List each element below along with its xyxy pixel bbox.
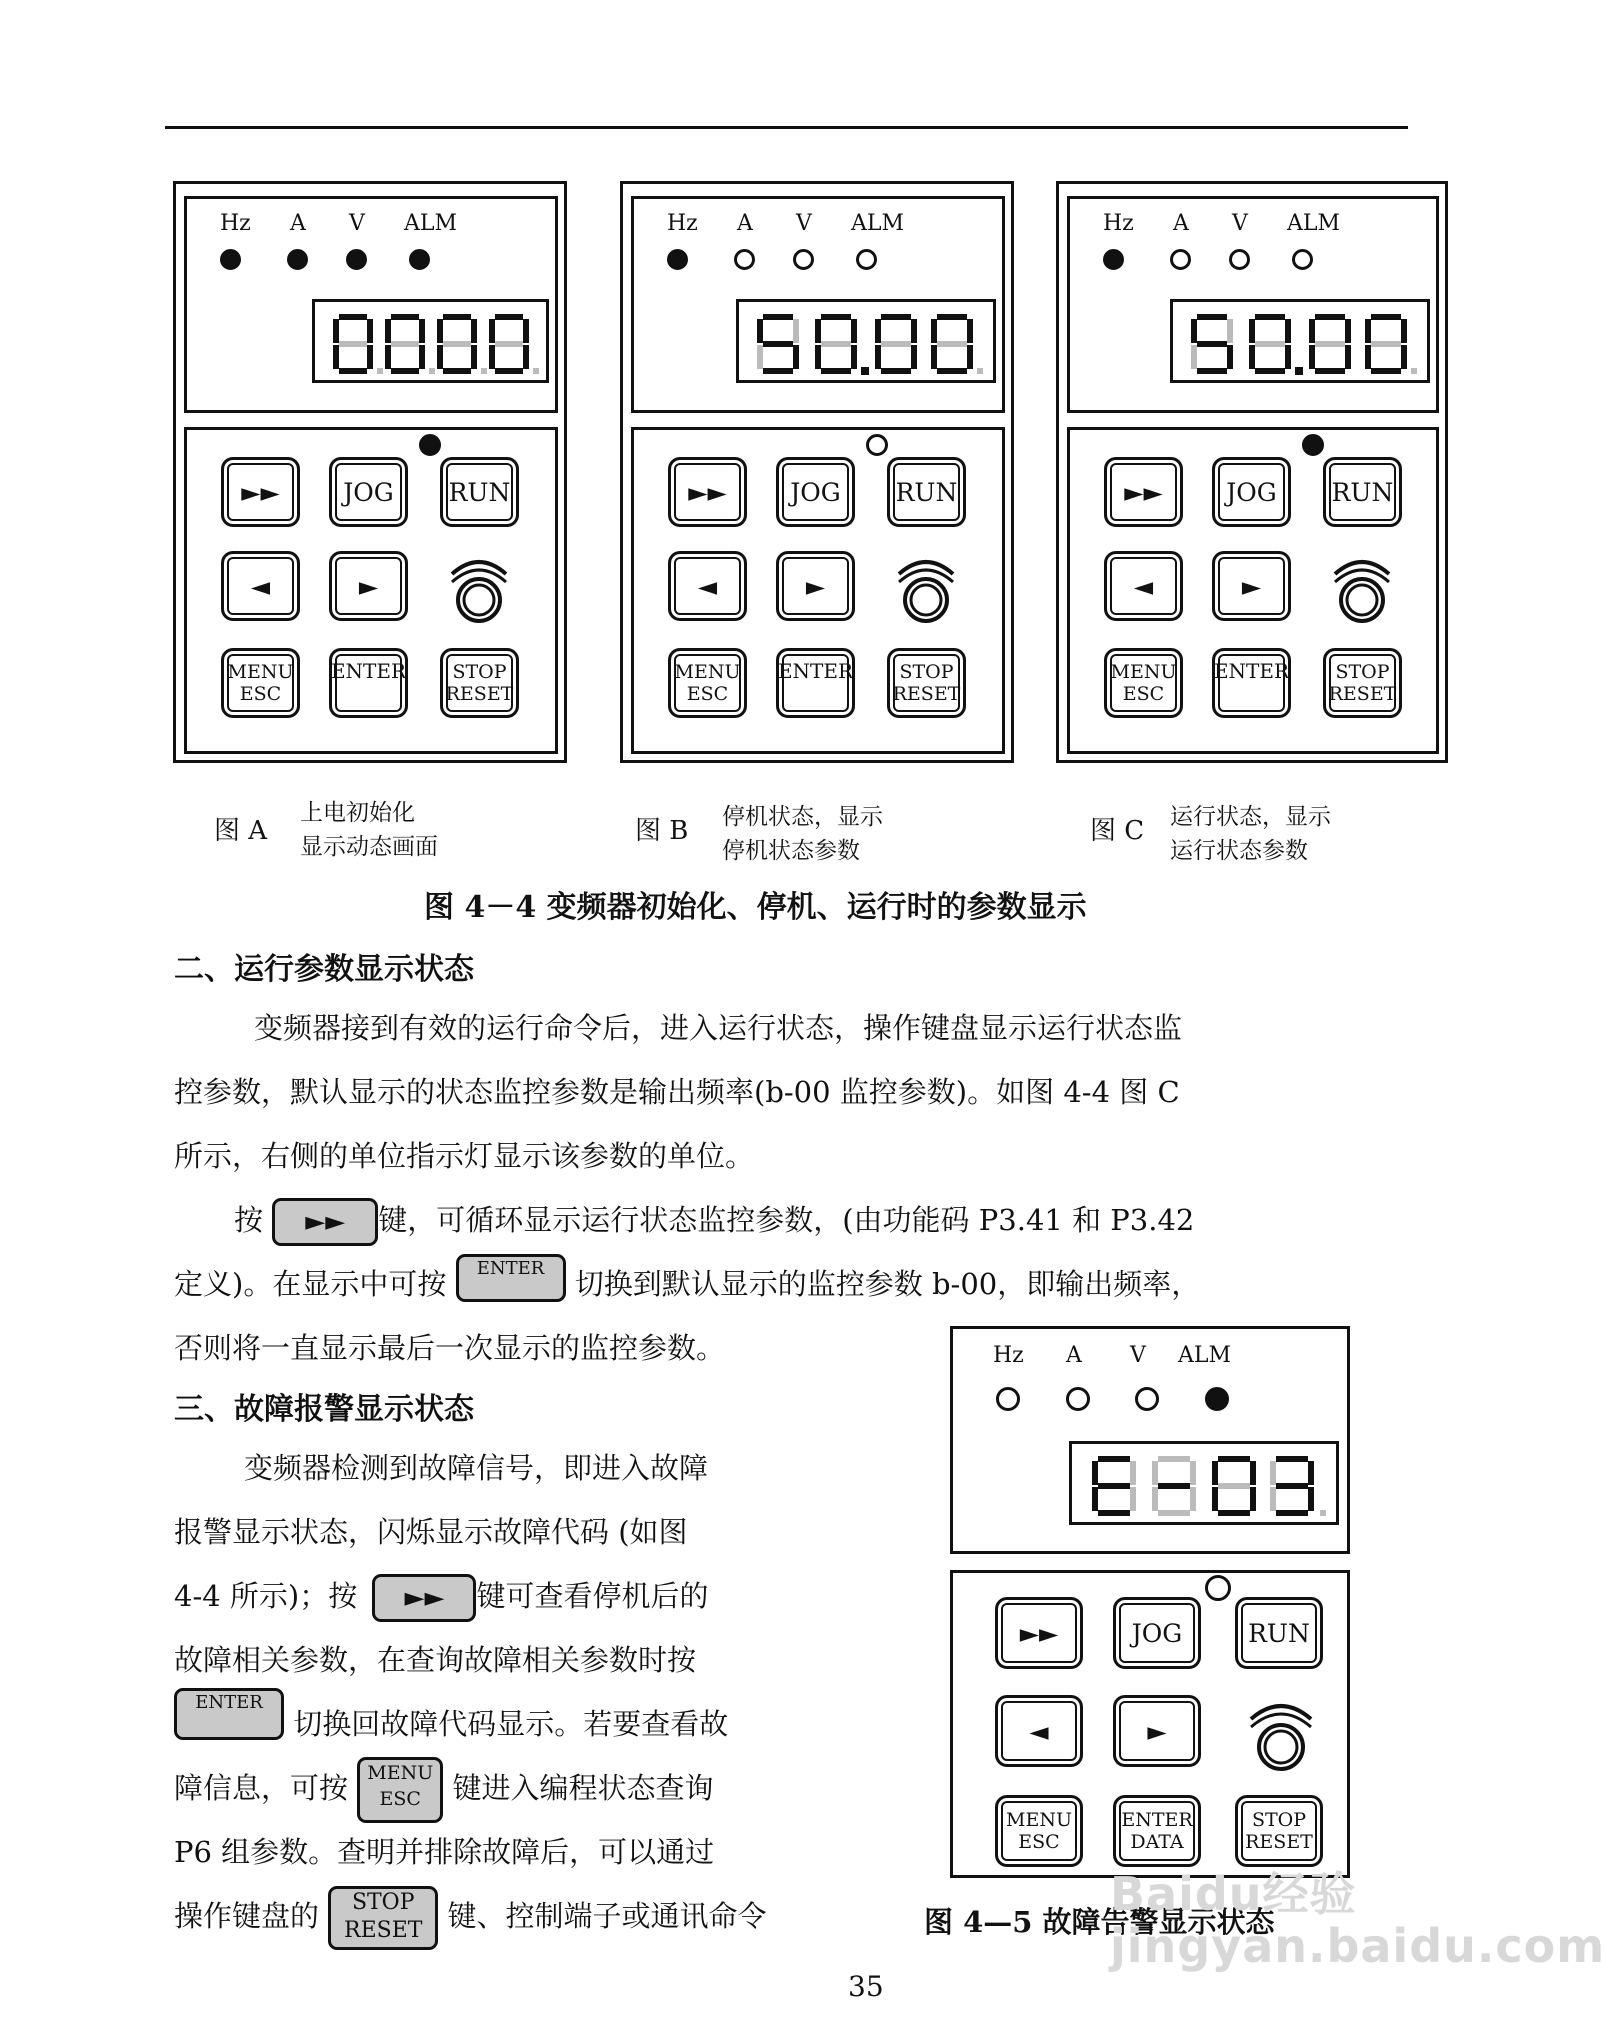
v-label: V [349, 211, 365, 236]
jog-key[interactable]: JOG [1212, 457, 1291, 527]
display-digits [1072, 1444, 1336, 1522]
potentiometer-knob-icon[interactable] [444, 548, 514, 628]
paragraph-line: 否则将一直显示最后一次显示的监控参数。 [174, 1331, 726, 1365]
hz-indicator-led [220, 249, 241, 270]
alm-label: ALM [1287, 211, 1341, 236]
a-label: A [290, 211, 306, 236]
shift-key[interactable]: ►► [221, 457, 300, 527]
right-key[interactable]: ► [1113, 1695, 1201, 1767]
paragraph-line: 故障相关参数，在查询故障相关参数时按 [174, 1643, 697, 1677]
stop-reset-key-inline[interactable]: STOP RESET [328, 1886, 438, 1950]
run-status-led [1205, 1575, 1231, 1601]
paragraph-line: 4-4 所示)；按 ►► 键可查看停机后的 [174, 1564, 708, 1628]
hz-label: Hz [220, 211, 251, 236]
stop-reset-key[interactable]: STOP RESET [1235, 1795, 1323, 1867]
v-label: V [796, 211, 812, 236]
hz-indicator-led [1103, 249, 1124, 270]
menu-esc-key[interactable]: MENU ESC [668, 648, 747, 718]
right-key[interactable]: ► [1212, 551, 1291, 621]
panel-b-keypad [631, 427, 1005, 754]
panel-c [1056, 181, 1448, 763]
run-key[interactable]: RUN [1235, 1597, 1323, 1669]
menu-esc-key[interactable]: MENU ESC [995, 1795, 1083, 1867]
fault-keypad [950, 1570, 1350, 1878]
paragraph-line: 控参数，默认显示的状态监控参数是输出频率(b-00 监控参数)。如图 4-4 图 C [174, 1075, 1180, 1109]
enter-key-inline[interactable]: ENTER [174, 1688, 284, 1740]
run-status-led [866, 434, 888, 456]
hz-label: Hz [667, 211, 698, 236]
a-indicator-led [1170, 249, 1191, 270]
alm-label: ALM [851, 211, 905, 236]
enter-data-key[interactable]: ENTER DATA [1113, 1795, 1201, 1867]
left-key[interactable]: ◄ [1104, 551, 1183, 621]
figure-b-description: 停机状态，显示 停机状态参数 [722, 804, 883, 864]
shift-key[interactable]: ►► [668, 457, 747, 527]
section-3-heading: 三、故障报警显示状态 [174, 1392, 474, 1427]
watermark-logo: Baidu经验 jingyan.baidu.com [1110, 1867, 1605, 1973]
a-indicator-led [734, 249, 755, 270]
a-indicator-led [287, 249, 308, 270]
paragraph-line: 所示，右侧的单位指示灯显示该参数的单位。 [174, 1139, 755, 1173]
alm-label: ALM [1178, 1343, 1232, 1368]
left-key[interactable]: ◄ [668, 551, 747, 621]
hz-label: Hz [1103, 211, 1134, 236]
paragraph-line: P6 组参数。查明并排除故障后，可以通过 [174, 1835, 715, 1869]
a-label: A [1066, 1343, 1082, 1368]
display-digits [1173, 302, 1427, 380]
run-status-led [419, 434, 441, 456]
figure-4-5-caption: 图 4—5 故障告警显示状态 [924, 1905, 1275, 1939]
seven-segment-display [312, 299, 549, 383]
paragraph-line: 报警显示状态，闪烁显示故障代码 (如图 [174, 1515, 688, 1549]
v-indicator-led [793, 249, 814, 270]
v-indicator-led [346, 249, 367, 270]
paragraph-line: 变频器检测到故障信号，即进入故障 [244, 1451, 709, 1485]
stop-reset-key[interactable]: STOP RESET [1323, 648, 1402, 718]
a-label: A [1173, 211, 1189, 236]
jog-key[interactable]: JOG [1113, 1597, 1201, 1669]
alm-indicator-led [1205, 1387, 1229, 1411]
menu-esc-key[interactable]: MENU ESC [221, 648, 300, 718]
display-digits [739, 302, 993, 380]
alm-label: ALM [404, 211, 458, 236]
shift-key[interactable]: ►► [995, 1597, 1083, 1669]
panel-a-keypad [184, 427, 558, 754]
figure-4-4-caption: 图 4－4 变频器初始化、停机、运行时的参数显示 [424, 890, 1087, 925]
a-indicator-led [1066, 1387, 1090, 1411]
figure-c-description: 运行状态，显示 运行状态参数 [1170, 804, 1331, 864]
shift-key-inline[interactable]: ►► [372, 1574, 476, 1622]
potentiometer-knob-icon[interactable] [1327, 548, 1397, 628]
figure-b-label: 图 B [635, 816, 689, 846]
run-key[interactable]: RUN [887, 457, 966, 527]
seven-segment-display [1069, 1441, 1339, 1525]
panel-b [620, 181, 1014, 763]
enter-key-inline[interactable]: ENTER [456, 1254, 566, 1302]
panel-c-display-area [1067, 196, 1439, 413]
stop-reset-key[interactable]: STOP RESET [440, 648, 519, 718]
hz-label: Hz [993, 1343, 1024, 1368]
run-key[interactable]: RUN [440, 457, 519, 527]
seven-segment-display [736, 299, 996, 383]
paragraph-line: 变频器接到有效的运行命令后，进入运行状态，操作键盘显示运行状态监 [254, 1011, 1183, 1045]
paragraph-line: 障信息，可按 MENU ESC 键进入编程状态查询 [174, 1756, 713, 1823]
panel-b-display-area [631, 196, 1005, 413]
section-2-heading: 二、运行参数显示状态 [174, 952, 474, 987]
v-label: V [1232, 211, 1248, 236]
enter-key[interactable]: ENTER [329, 648, 408, 718]
run-key[interactable]: RUN [1323, 457, 1402, 527]
panel-c-keypad [1067, 427, 1439, 754]
paragraph-line: ENTER 切换回故障代码显示。若要查看故 [174, 1692, 728, 1756]
alm-indicator-led [856, 249, 877, 270]
run-status-led [1302, 434, 1324, 456]
fault-display-area [950, 1326, 1350, 1554]
potentiometer-knob-icon[interactable] [891, 548, 961, 628]
left-key[interactable]: ◄ [995, 1695, 1083, 1767]
alm-indicator-led [1292, 249, 1313, 270]
alm-indicator-led [409, 249, 430, 270]
panel-a [173, 181, 567, 763]
shift-key-inline[interactable]: ►► [272, 1198, 378, 1246]
figure-a-label: 图 A [214, 816, 268, 846]
v-indicator-led [1229, 249, 1250, 270]
header-rule [165, 126, 1408, 129]
left-key[interactable]: ◄ [221, 551, 300, 621]
page-number: 35 [848, 1970, 884, 2003]
right-key[interactable]: ► [329, 551, 408, 621]
jog-key[interactable]: JOG [776, 457, 855, 527]
figure-c-label: 图 C [1090, 816, 1145, 846]
stop-reset-key[interactable]: STOP RESET [887, 648, 966, 718]
paragraph-line: 操作键盘的 STOP RESET 键、控制端子或通讯命令 [174, 1884, 766, 1950]
a-label: A [737, 211, 753, 236]
enter-key[interactable]: ENTER [1212, 648, 1291, 718]
figure-4-5-panel [942, 1316, 1358, 1888]
shift-key[interactable]: ►► [1104, 457, 1183, 527]
right-key[interactable]: ► [776, 551, 855, 621]
panel-a-display-area [184, 196, 558, 413]
seven-segment-display [1170, 299, 1430, 383]
menu-esc-key[interactable]: MENU ESC [1104, 648, 1183, 718]
display-digits [315, 302, 546, 380]
menu-esc-key-inline[interactable]: MENU ESC [357, 1757, 443, 1823]
potentiometer-knob-icon[interactable] [1243, 1691, 1319, 1775]
v-label: V [1130, 1343, 1146, 1368]
hz-indicator-led [667, 249, 688, 270]
enter-key[interactable]: ENTER [776, 648, 855, 718]
hz-indicator-led [996, 1387, 1020, 1411]
paragraph-line: 按 ►► 键，可循环显示运行状态监控参数，(由功能码 P3.41 和 P3.42 [234, 1188, 1194, 1252]
paragraph-line: 定义)。在显示中可按 ENTER 切换到默认显示的监控参数 b-00，即输出频率， [174, 1252, 1200, 1316]
v-indicator-led [1135, 1387, 1159, 1411]
figure-a-description: 上电初始化 显示动态画面 [300, 800, 438, 860]
jog-key[interactable]: JOG [329, 457, 408, 527]
